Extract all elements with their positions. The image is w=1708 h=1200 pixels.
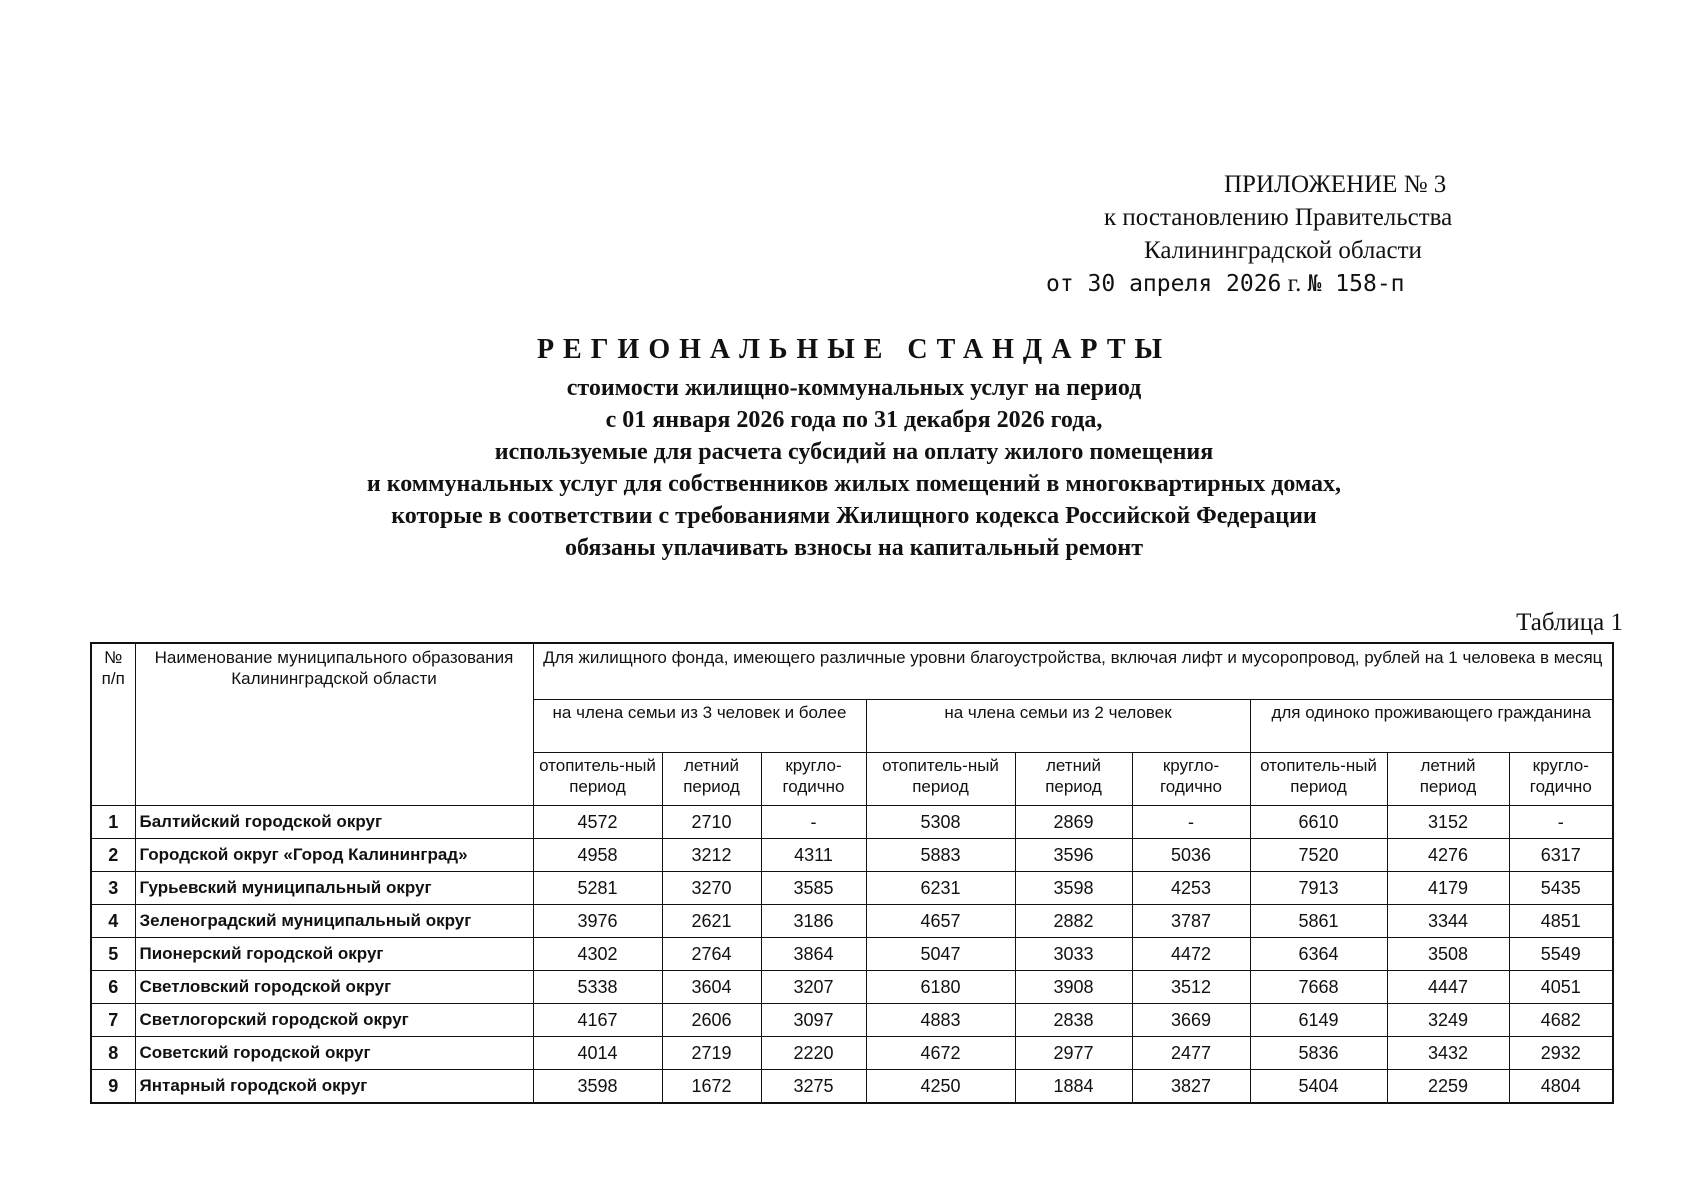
row-value: 3864 xyxy=(761,938,866,971)
row-value: 3207 xyxy=(761,971,866,1004)
header-year-round-1: кругло-годично xyxy=(761,753,866,806)
document-title: РЕГИОНАЛЬНЫЕ СТАНДАРТЫ xyxy=(536,334,1172,365)
appendix-date-prefix: от 30 апреля 2026 xyxy=(1046,271,1282,297)
row-municipality-name: Светловский городской округ xyxy=(135,971,533,1004)
table-row xyxy=(91,872,1613,905)
row-value: 4250 xyxy=(866,1070,1015,1104)
row-value: 2764 xyxy=(662,938,761,971)
header-summer-period-3: летний период xyxy=(1387,753,1509,806)
table-row xyxy=(91,1070,1613,1104)
header-heating-period-1: отопитель-ный период xyxy=(533,753,662,806)
header-summer-period-1: летний период xyxy=(662,753,761,806)
row-value: 4572 xyxy=(533,806,662,839)
row-number: 4 xyxy=(91,905,135,938)
row-value: 6364 xyxy=(1250,938,1387,971)
row-value: 3275 xyxy=(761,1070,866,1104)
row-value: 3033 xyxy=(1015,938,1132,971)
table-row xyxy=(91,806,1613,839)
row-number: 5 xyxy=(91,938,135,971)
row-value: 5404 xyxy=(1250,1070,1387,1104)
row-value: - xyxy=(761,806,866,839)
row-value: 2719 xyxy=(662,1037,761,1070)
appendix-date-year-suffix: г. xyxy=(1281,270,1308,297)
row-value: 3598 xyxy=(1015,872,1132,905)
appendix-date-number: № 158-п xyxy=(1307,271,1405,297)
row-value: 3669 xyxy=(1132,1004,1250,1037)
row-value: 3512 xyxy=(1132,971,1250,1004)
row-value: 6317 xyxy=(1509,839,1613,872)
row-value: 4883 xyxy=(866,1004,1015,1037)
header-heating-period-2: отопитель-ный период xyxy=(866,753,1015,806)
row-value: 4014 xyxy=(533,1037,662,1070)
header-family-3plus: на члена семьи из 3 человек и более xyxy=(533,700,866,753)
row-value: 3508 xyxy=(1387,938,1509,971)
row-value: 2932 xyxy=(1509,1037,1613,1070)
row-value: 3908 xyxy=(1015,971,1132,1004)
document-heading xyxy=(0,330,1708,564)
row-value: 3827 xyxy=(1132,1070,1250,1104)
row-value: 4447 xyxy=(1387,971,1509,1004)
heading-line-2: с 01 января 2026 года по 31 декабря 2026 года, xyxy=(605,407,1103,433)
table-row xyxy=(91,905,1613,938)
row-number: 1 xyxy=(91,806,135,839)
row-value: 4958 xyxy=(533,839,662,872)
row-value: 5338 xyxy=(533,971,662,1004)
row-value: 7913 xyxy=(1250,872,1387,905)
row-number: 2 xyxy=(91,839,135,872)
row-value: 6610 xyxy=(1250,806,1387,839)
row-value: 5047 xyxy=(866,938,1015,971)
header-year-round-3: кругло-годично xyxy=(1509,753,1613,806)
row-municipality-name: Гурьевский муниципальный округ xyxy=(135,872,533,905)
row-value: 7520 xyxy=(1250,839,1387,872)
row-value: 4472 xyxy=(1132,938,1250,971)
row-municipality-name: Янтарный городской округ xyxy=(135,1070,533,1104)
row-municipality-name: Советский городской округ xyxy=(135,1037,533,1070)
standards-table xyxy=(90,642,1614,1104)
row-value: 5036 xyxy=(1132,839,1250,872)
row-value: 5836 xyxy=(1250,1037,1387,1070)
row-value: 6149 xyxy=(1250,1004,1387,1037)
appendix-region: Калининградской области xyxy=(1144,237,1422,264)
row-value: 3249 xyxy=(1387,1004,1509,1037)
row-value: 1884 xyxy=(1015,1070,1132,1104)
row-municipality-name: Городской округ «Город Калининград» xyxy=(135,839,533,872)
table-row xyxy=(91,971,1613,1004)
row-value: 3097 xyxy=(761,1004,866,1037)
heading-line-5: которые в соответствии с требованиями Жилищного кодекса Российской Федерации xyxy=(391,503,1317,529)
row-value: 4851 xyxy=(1509,905,1613,938)
row-municipality-name: Пионерский городской округ xyxy=(135,938,533,971)
row-value: 3344 xyxy=(1387,905,1509,938)
row-value: 4253 xyxy=(1132,872,1250,905)
row-value: 2621 xyxy=(662,905,761,938)
row-value: 2977 xyxy=(1015,1037,1132,1070)
row-value: 3186 xyxy=(761,905,866,938)
row-value: 1672 xyxy=(662,1070,761,1104)
row-value: - xyxy=(1509,806,1613,839)
row-value: 3596 xyxy=(1015,839,1132,872)
table-row xyxy=(91,839,1613,872)
row-value: 2838 xyxy=(1015,1004,1132,1037)
row-number: 9 xyxy=(91,1070,135,1104)
row-value: 4276 xyxy=(1387,839,1509,872)
row-value: 7668 xyxy=(1250,971,1387,1004)
row-value: 4167 xyxy=(533,1004,662,1037)
header-family-2: на члена семьи из 2 человек xyxy=(866,700,1250,753)
row-value: 6231 xyxy=(866,872,1015,905)
row-value: 6180 xyxy=(866,971,1015,1004)
row-value: 3976 xyxy=(533,905,662,938)
row-value: 3212 xyxy=(662,839,761,872)
row-value: 4051 xyxy=(1509,971,1613,1004)
row-municipality-name: Светлогорский городской округ xyxy=(135,1004,533,1037)
table-row xyxy=(91,1004,1613,1037)
row-value: 2220 xyxy=(761,1037,866,1070)
heading-line-1: стоимости жилищно-коммунальных услуг на период xyxy=(566,375,1142,401)
heading-line-4: и коммунальных услуг для собственников жилых помещений в многоквартирных домах, xyxy=(366,471,1342,497)
row-number: 6 xyxy=(91,971,135,1004)
header-number: № п/п xyxy=(91,643,135,806)
header-year-round-2: кругло-годично xyxy=(1132,753,1250,806)
appendix-number: ПРИЛОЖЕНИЕ № 3 xyxy=(1224,171,1447,198)
row-value: 4672 xyxy=(866,1037,1015,1070)
row-municipality-name: Балтийский городской округ xyxy=(135,806,533,839)
row-value: - xyxy=(1132,806,1250,839)
table-caption: Таблица 1 xyxy=(1516,609,1623,636)
row-value: 4657 xyxy=(866,905,1015,938)
header-heating-period-3: отопитель-ный период xyxy=(1250,753,1387,806)
appendix-block xyxy=(1046,168,1624,301)
heading-line-6: обязаны уплачивать взносы на капитальный ремонт xyxy=(564,535,1144,561)
row-municipality-name: Зеленоградский муниципальный округ xyxy=(135,905,533,938)
row-value: 2710 xyxy=(662,806,761,839)
row-value: 4311 xyxy=(761,839,866,872)
row-value: 2882 xyxy=(1015,905,1132,938)
row-value: 2259 xyxy=(1387,1070,1509,1104)
appendix-date xyxy=(1046,267,1624,301)
row-value: 5883 xyxy=(866,839,1015,872)
row-number: 3 xyxy=(91,872,135,905)
row-value: 5861 xyxy=(1250,905,1387,938)
row-value: 3604 xyxy=(662,971,761,1004)
heading-line-3: используемые для расчета субсидий на оплату жилого помещения xyxy=(494,439,1214,465)
row-value: 2606 xyxy=(662,1004,761,1037)
row-value: 3598 xyxy=(533,1070,662,1104)
row-value: 4682 xyxy=(1509,1004,1613,1037)
row-value: 4179 xyxy=(1387,872,1509,905)
row-value: 4804 xyxy=(1509,1070,1613,1104)
row-value: 3787 xyxy=(1132,905,1250,938)
table-row xyxy=(91,1037,1613,1070)
header-summer-period-2: летний период xyxy=(1015,753,1132,806)
row-value: 2477 xyxy=(1132,1037,1250,1070)
row-value: 4302 xyxy=(533,938,662,971)
header-municipality: Наименование муниципального образования Калининградской области xyxy=(135,643,533,806)
row-value: 3432 xyxy=(1387,1037,1509,1070)
row-value: 3152 xyxy=(1387,806,1509,839)
row-value: 3585 xyxy=(761,872,866,905)
row-number: 7 xyxy=(91,1004,135,1037)
header-group: Для жилищного фонда, имеющего различные уровни благоустройства, включая лифт и мусоропровод, рублей на 1 человека в месяц xyxy=(533,643,1613,700)
row-number: 8 xyxy=(91,1037,135,1070)
row-value: 5281 xyxy=(533,872,662,905)
row-value: 3270 xyxy=(662,872,761,905)
row-value: 5435 xyxy=(1509,872,1613,905)
table-row xyxy=(91,938,1613,971)
header-single: для одиноко проживающего гражданина xyxy=(1250,700,1613,753)
row-value: 5308 xyxy=(866,806,1015,839)
row-value: 2869 xyxy=(1015,806,1132,839)
row-value: 5549 xyxy=(1509,938,1613,971)
appendix-resolution: к постановлению Правительства xyxy=(1104,204,1453,231)
